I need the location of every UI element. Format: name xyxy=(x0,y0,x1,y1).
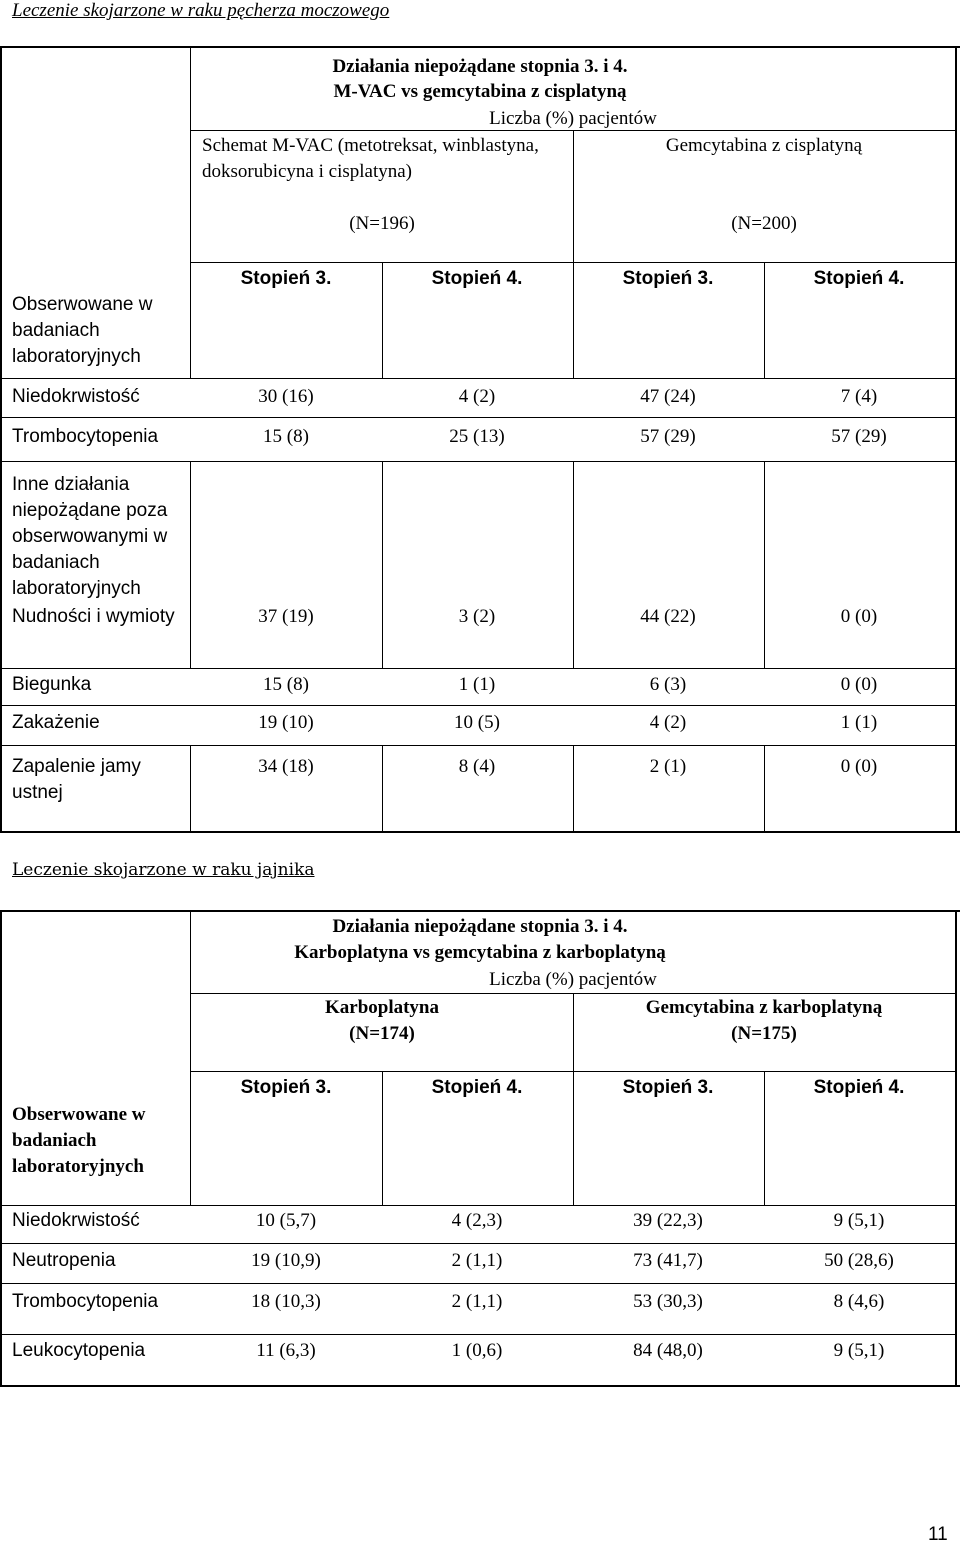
table1-row-line xyxy=(0,378,956,379)
table2-cell: 50 (28,6) xyxy=(824,1250,894,1271)
table2-group1-n: (N=174) xyxy=(349,1023,415,1044)
table1-row-line xyxy=(0,461,956,462)
table2-row-label: Leukocytopenia xyxy=(12,1340,146,1361)
table1-grade-header: Stopień 3. xyxy=(622,268,714,289)
table1-cell: 37 (19) xyxy=(258,606,314,627)
table2-grade-header: Stopień 3. xyxy=(240,1077,332,1098)
table1-cell: 8 (4) xyxy=(458,756,496,777)
table1-title-line2: M-VAC vs gemcytabina z cisplatyną xyxy=(333,81,627,102)
table1-grade-header: Stopień 4. xyxy=(431,268,523,289)
table2-bottom-border xyxy=(0,1385,960,1387)
table1-cell: 30 (16) xyxy=(258,386,314,407)
table2-cell: 2 (1,1) xyxy=(451,1291,503,1312)
table1-lab-label: Obserwowane w badaniach laboratoryjnych xyxy=(12,294,153,367)
table2-title-line2: Karboplatyna vs gemcytabina z karboplatyną xyxy=(294,942,666,963)
table1-title-line1: Działania niepożądane stopnia 3. i 4. xyxy=(332,56,628,77)
table2-group2-label: Gemcytabina z karboplatyną xyxy=(645,997,883,1018)
table1-row-line xyxy=(0,417,956,418)
table2-cell: 8 (4,6) xyxy=(833,1291,885,1312)
table1-top-border xyxy=(0,46,960,48)
table1-cell: 7 (4) xyxy=(840,386,878,407)
table2-row-line xyxy=(0,1243,956,1244)
table2-group1-label: Karboplatyna xyxy=(324,997,440,1018)
table1-cell: 10 (5) xyxy=(454,712,500,733)
table2-cell: 53 (30,3) xyxy=(633,1291,703,1312)
page-number: 11 xyxy=(928,1524,948,1545)
table1-cell: 44 (22) xyxy=(640,606,696,627)
table1-cell: 2 (1) xyxy=(649,756,687,777)
table2-row-line xyxy=(0,1283,956,1284)
table1-grade-header: Stopień 3. xyxy=(240,268,332,289)
table2-right-border xyxy=(955,910,957,1387)
table1-grade-div3 xyxy=(764,263,765,378)
table1-group2-label: Gemcytabina z cisplatyną xyxy=(665,135,863,156)
table1-row-label: Nudności i wymioty xyxy=(12,606,175,627)
table2-row-label: Trombocytopenia xyxy=(12,1291,159,1312)
table2-col-divider xyxy=(190,910,191,1205)
table2-grade-header: Stopień 3. xyxy=(622,1077,714,1098)
table2-row-label: Niedokrwistość xyxy=(12,1210,140,1231)
table2-grade-header: Stopień 4. xyxy=(431,1077,523,1098)
table2-lab-label: Obserwowane w badaniach laboratoryjnych xyxy=(12,1104,146,1177)
section1-heading: Leczenie skojarzone w raku pęcherza moczowego xyxy=(12,0,390,21)
table2-cell: 1 (0,6) xyxy=(451,1340,503,1361)
table1-cell: 15 (8) xyxy=(263,674,309,695)
table1-cell: 4 (2) xyxy=(649,712,687,733)
table1-subtitle: Liczba (%) pacjentów xyxy=(489,108,657,129)
table1-cell: 34 (18) xyxy=(258,756,314,777)
table2-cell: 2 (1,1) xyxy=(451,1250,503,1271)
table1-cell: 3 (2) xyxy=(458,606,496,627)
table2-group-divider xyxy=(573,994,574,1072)
table1-right-border xyxy=(955,46,957,833)
table1-col-divider-mid xyxy=(190,462,191,668)
table2-cell: 10 (5,7) xyxy=(255,1210,317,1231)
table1-group1-n: (N=196) xyxy=(349,213,415,234)
table1-row-line xyxy=(0,668,956,669)
table1-row-label: Zapalenie jamy ustnej xyxy=(12,756,141,803)
table1-row-line xyxy=(0,745,956,746)
table1-cell: 1 (1) xyxy=(458,674,496,695)
table1-col-divider-bot xyxy=(190,746,191,832)
table1-grade-div2 xyxy=(573,263,574,378)
table1-row-label: Biegunka xyxy=(12,674,92,695)
table2-left-border xyxy=(0,910,2,1387)
table2-row-line xyxy=(0,1334,956,1335)
table1-cell: 0 (0) xyxy=(840,674,878,695)
table1-grade-div1 xyxy=(382,263,383,378)
table1-cell: 4 (2) xyxy=(458,386,496,407)
table1-other-label: Inne działania niepożądane poza obserwowanymi w badaniach laboratoryjnych xyxy=(12,474,168,599)
table1-other-div2 xyxy=(573,462,574,668)
table1-row-label: Niedokrwistość xyxy=(12,386,140,407)
table2-grade-div1 xyxy=(382,1072,383,1205)
table1-grade-header: Stopień 4. xyxy=(813,268,905,289)
table1-row-label: Zakażenie xyxy=(12,712,100,733)
table2-row-line xyxy=(0,1205,956,1206)
table2-grade-header: Stopień 4. xyxy=(813,1077,905,1098)
table2-cell: 84 (48,0) xyxy=(633,1340,703,1361)
table2-group2-n: (N=175) xyxy=(731,1023,797,1044)
table1-left-border xyxy=(0,46,2,833)
table1-row-line xyxy=(0,705,956,706)
table2-grade-div2 xyxy=(573,1072,574,1205)
table1-last-div3 xyxy=(764,746,765,832)
table2-cell: 18 (10,3) xyxy=(251,1291,321,1312)
table1-cell: 47 (24) xyxy=(640,386,696,407)
table1-cell: 57 (29) xyxy=(640,426,696,447)
table1-cell: 1 (1) xyxy=(840,712,878,733)
section2-heading: Leczenie skojarzone w raku jajnika xyxy=(12,860,315,880)
table1-cell: 25 (13) xyxy=(449,426,505,447)
table1-other-div1 xyxy=(382,462,383,668)
table2-grade-div3 xyxy=(764,1072,765,1205)
table1-last-div2 xyxy=(573,746,574,832)
table2-cell: 9 (5,1) xyxy=(833,1340,885,1361)
table1-last-div1 xyxy=(382,746,383,832)
table1-cell: 6 (3) xyxy=(649,674,687,695)
table2-cell: 11 (6,3) xyxy=(256,1340,316,1361)
table2-cell: 4 (2,3) xyxy=(451,1210,503,1231)
table2-top-border xyxy=(0,910,960,912)
table2-cell: 39 (22,3) xyxy=(633,1210,703,1231)
table2-cell: 9 (5,1) xyxy=(833,1210,885,1231)
table2-row-label: Neutropenia xyxy=(12,1250,116,1271)
table1-group-divider xyxy=(573,131,574,263)
table1-cell: 15 (8) xyxy=(263,426,309,447)
table2-subtitle: Liczba (%) pacjentów xyxy=(489,969,657,990)
table2-title-line1: Działania niepożądane stopnia 3. i 4. xyxy=(332,916,628,937)
table1-cell: 0 (0) xyxy=(840,756,878,777)
table2-cell: 73 (41,7) xyxy=(633,1250,703,1271)
table1-group1-label: Schemat M-VAC (metotreksat, winblastyna, doksorubicyna i cisplatyna) xyxy=(202,135,539,182)
table2-cell: 19 (10,9) xyxy=(251,1250,321,1271)
table1-row-label: Trombocytopenia xyxy=(12,426,159,447)
table1-other-div3 xyxy=(764,462,765,668)
table1-cell: 19 (10) xyxy=(258,712,314,733)
table1-col-divider-top xyxy=(190,46,191,378)
table1-group2-n: (N=200) xyxy=(731,213,797,234)
table1-cell: 57 (29) xyxy=(831,426,887,447)
table1-bottom-border xyxy=(0,831,960,833)
table1-cell: 0 (0) xyxy=(840,606,878,627)
